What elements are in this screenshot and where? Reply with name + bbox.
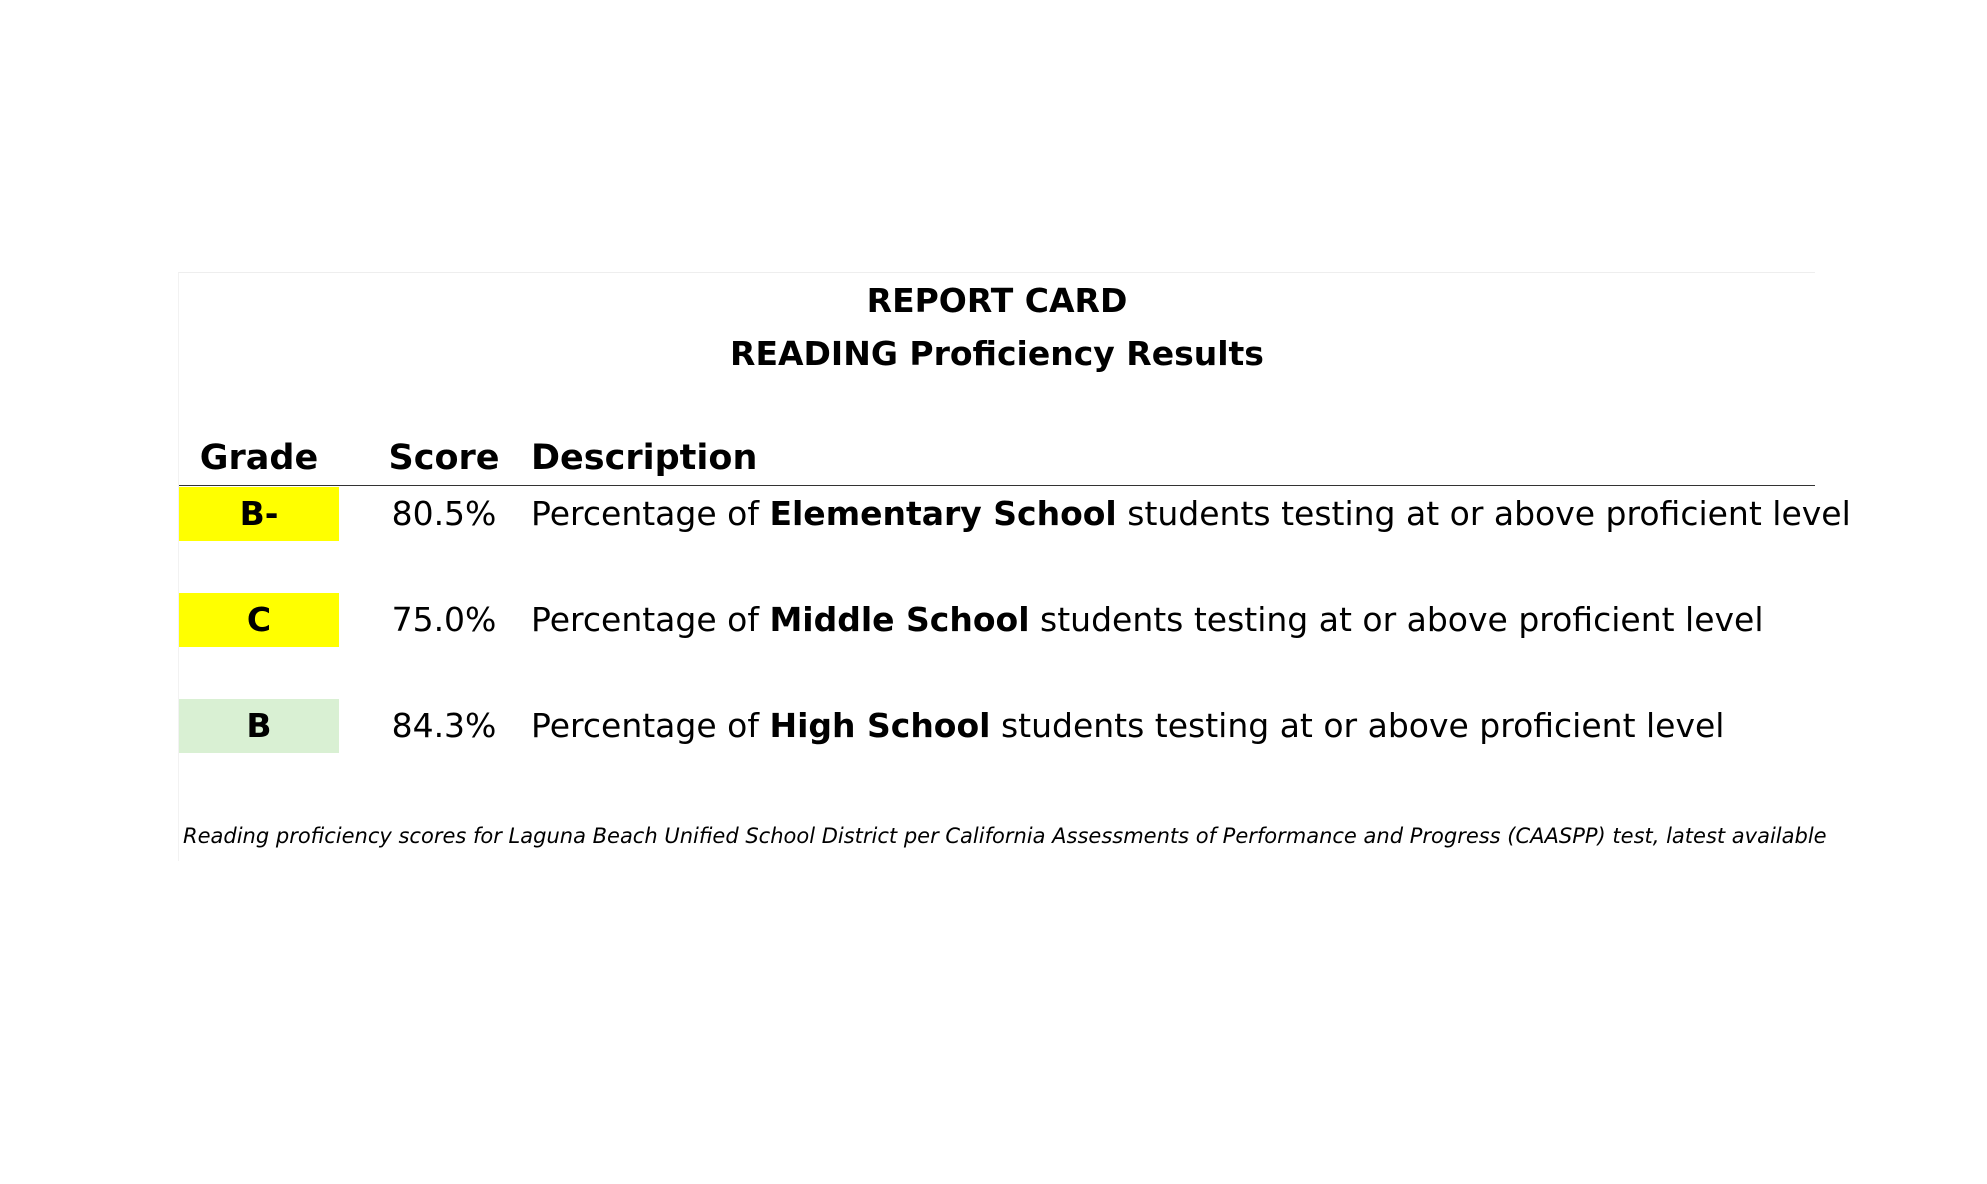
description-text [531,593,1764,647]
table-row-elementary [179,487,1851,541]
description-prefix: Percentage of [531,494,759,533]
description-suffix: students testing at or above proficient level [1000,706,1725,745]
description-suffix: students testing at or above proficient level [1040,600,1764,639]
table-row-middle [179,593,1815,647]
description-school: High School [769,706,991,745]
score-value: 84.3% [391,706,497,745]
grade-badge: B [179,699,339,753]
description-prefix: Percentage of [531,600,759,639]
description-school: Middle School [769,600,1030,639]
description-prefix: Percentage of [531,706,759,745]
report-title: REPORT CARD [866,281,1128,320]
footnote: Reading proficiency scores for Laguna Beach Unified School District per California Assessments of Performance and Progress (CAASPP) test, latest available [183,824,1827,848]
description-school: Elementary School [769,494,1117,533]
grade-badge: C [179,593,339,647]
report-card [178,272,1851,861]
grade-badge: B- [179,487,339,541]
column-header-description: Description [531,438,758,478]
column-header-score: Score [388,438,500,478]
table-row-high [179,699,1815,753]
description-text [531,699,1724,753]
description-suffix: students testing at or above proficient level [1127,494,1851,533]
score-value: 80.5% [391,494,497,533]
column-header-grade: Grade [199,438,319,478]
header-divider [179,485,1815,486]
score-value: 75.0% [391,600,497,639]
report-subtitle: READING Proficiency Results [730,334,1264,373]
description-text [531,487,1851,541]
